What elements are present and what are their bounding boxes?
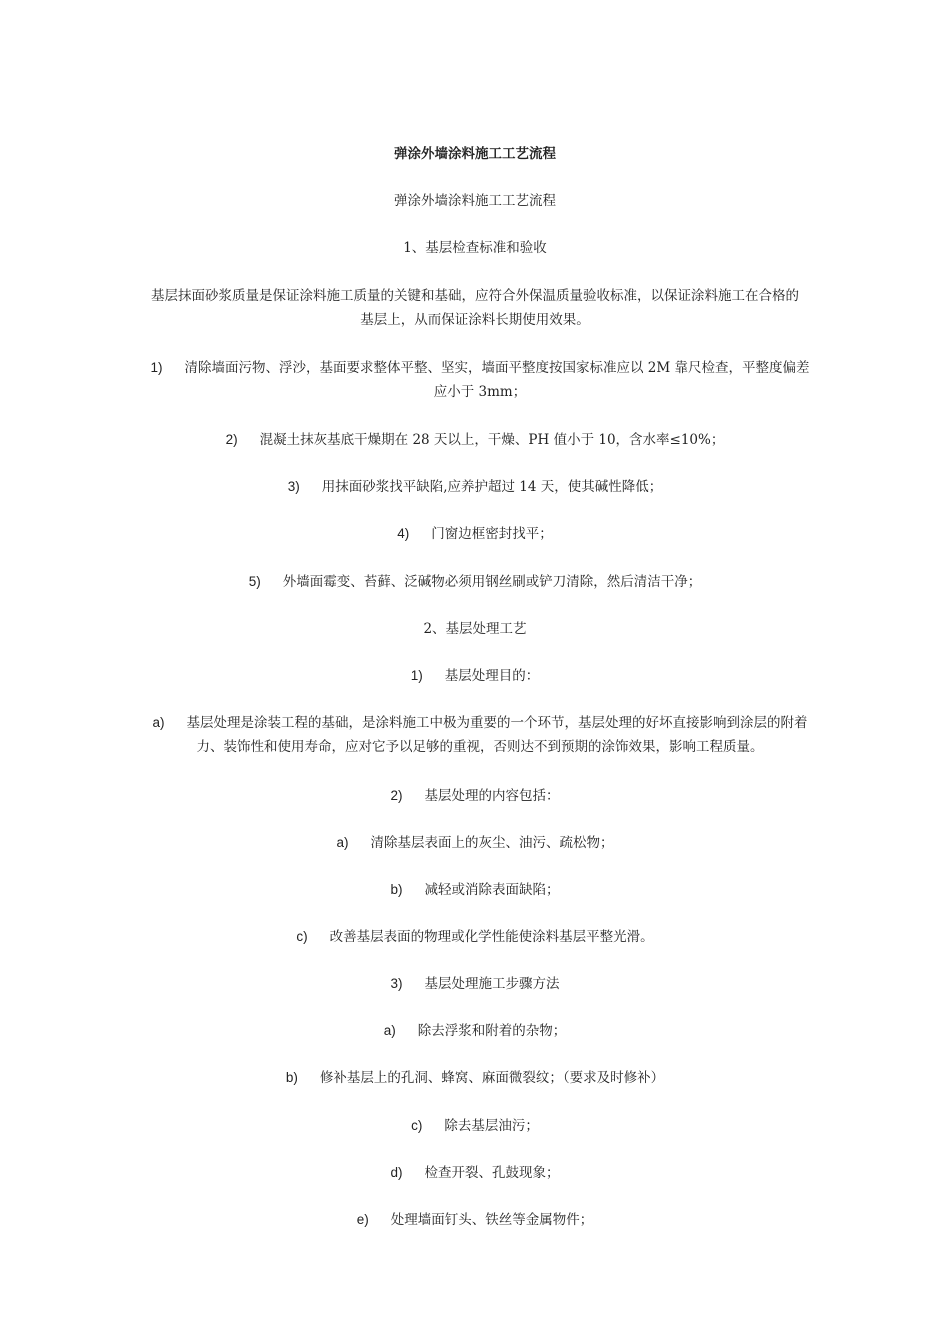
list-item-text: 基层处理是涂装工程的基础，是涂料施工中极为重要的一个环节，基层处理的好坏直接影响到涂层的附着力、装饰性和使用寿命，应对它予以足够的重视，否则达不到预期的涂饰效果，影响工程质量。 [186,715,808,755]
list-item-3 [0,478,950,496]
list-item-1 [150,356,810,404]
subsection-text: 基层处理施工步骤方法 [424,976,560,992]
subsection-3 [0,975,950,993]
list-item-text: 用抹面砂浆找平缺陷,应养护超过 14 天，使其碱性降低； [321,479,663,495]
list-item-text: 除去浮浆和附着的杂物； [417,1023,567,1039]
list-item-number: b) [285,1070,298,1085]
subsection-number: 3) [390,976,403,991]
sub3-item-a [0,1022,950,1040]
list-item-number: 1) [150,360,163,375]
subsection-2 [0,787,950,805]
section-heading-1: 1、基层检查标准和验收 [403,240,547,256]
list-item-number: a) [336,835,349,850]
subsection-number: 1) [410,668,423,683]
subsection-text: 基层处理的内容包括： [424,788,560,804]
sub3-item-c [0,1117,950,1135]
list-item-number: 5) [248,574,261,589]
document-title: 弹涂外墙涂料施工工艺流程 [394,146,556,162]
subsection-1 [0,667,950,685]
list-item-number: a) [152,715,165,730]
list-item-2 [0,431,950,449]
sub3-item-e [0,1211,950,1229]
sub2-item-a [0,834,950,852]
list-item-number: c) [296,929,308,944]
sub2-item-c [0,928,950,946]
list-item-text: 门窗边框密封找平； [431,526,553,542]
list-item-number: 3) [287,479,300,494]
list-item-number: c) [411,1118,423,1133]
list-item-4 [0,525,950,543]
list-item-text: 处理墙面钉头、铁丝等金属物件； [390,1212,594,1228]
list-item-text: 修补基层上的孔洞、蜂窝、麻面微裂纹；（要求及时修补） [319,1070,665,1086]
list-item-text: 减轻或消除表面缺陷； [424,882,560,898]
list-item-text: 改善基层表面的物理或化学性能使涂料基层平整光滑。 [329,929,654,945]
list-item-text: 混凝土抹灰基底干燥期在 28 天以上，干燥、PH 值小于 10，含水率≤10%； [259,432,725,448]
list-item-number: b) [390,882,403,897]
list-item-text: 清除基层表面上的灰尘、油污、疏松物； [370,835,614,851]
list-item-number: 2) [225,432,238,447]
subsection-1-paragraph [140,711,820,759]
list-item-5 [0,573,950,591]
intro-text: 基层抹面砂浆质量是保证涂料施工质量的关键和基础，应符合外保温质量验收标准，以保证涂料施工在合格的基层上，从而保证涂料长期使用效果。 [151,288,799,328]
list-item-number: d) [390,1165,403,1180]
list-item-text: 除去基层油污； [444,1118,539,1134]
list-item-number: e) [356,1212,369,1227]
list-item-number: 4) [397,526,410,541]
intro-paragraph [150,284,800,332]
subsection-number: 2) [390,788,403,803]
list-item-text: 外墙面霉变、苔藓、泛碱物必须用钢丝刷或铲刀清除，然后清洁干净； [282,574,702,590]
list-item-text: 检查开裂、孔鼓现象； [424,1165,560,1181]
subsection-text: 基层处理目的： [444,668,540,684]
list-item-text: 清除墙面污物、浮沙，基面要求整体平整、坚实，墙面平整度按国家标准应以 2M 靠尺检查，平整度偏差应小于 3mm； [184,360,810,400]
sub3-item-d [0,1164,950,1182]
sub3-item-b [0,1069,950,1087]
list-item-number: a) [383,1023,396,1038]
section-heading-2: 2、基层处理工艺 [423,621,527,637]
document-subtitle: 弹涂外墙涂料施工工艺流程 [394,193,556,209]
sub2-item-b [0,881,950,899]
